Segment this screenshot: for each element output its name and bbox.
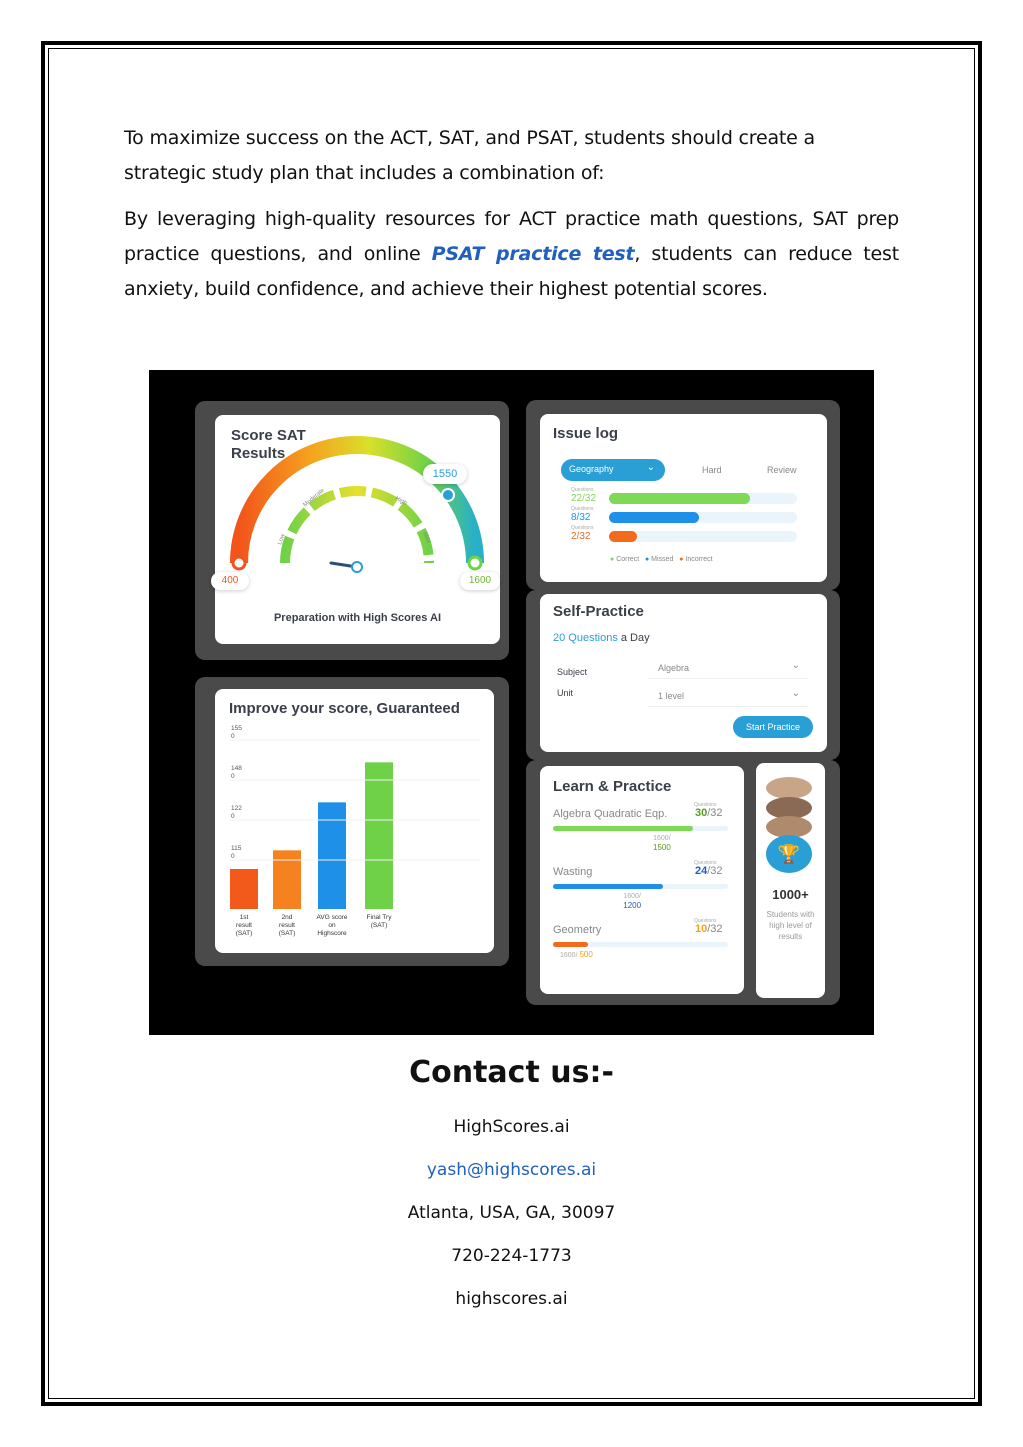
learn-questions-caption: Questions [694,802,717,808]
self-practice-title: Self-Practice [553,603,644,620]
learn-item-name: Wasting [553,866,593,878]
learn-item-track [553,884,728,889]
paragraph-text-before: By leveraging high-quality resources for ACT practice math questions, SAT prep practice questions, and online [124,208,899,265]
improve-bar-chart [215,689,494,953]
tab-hard[interactable]: Hard [702,465,722,475]
y-tick-label: 148 0 [231,765,242,780]
students-count: 1000+ [772,887,809,902]
contact-address: Atlanta, USA, GA, 30097 [407,1203,616,1223]
avatar [766,777,812,799]
psat-practice-test-link[interactable]: PSAT practice test [431,243,635,265]
unit-value: 1 level [658,691,685,701]
gauge-outer-arc [239,445,475,563]
learn-item-done: 10 [695,923,708,935]
gauge-score-marker [442,489,454,501]
score-title-line2: Results [231,445,286,462]
learn-item-name: Algebra Quadratic Eqp. [553,808,668,820]
issue-row-track [609,493,797,504]
learn-item-score [560,950,593,960]
zone-low-label: Low [277,533,287,546]
learn-practice-card [540,766,744,994]
y-tick-label: 115 0 [231,845,242,860]
subject-label: Subject [557,667,588,677]
issue-log-title: Issue log [553,425,619,442]
resources-paragraph [124,202,899,307]
questions-count-suffix: a Day [617,632,650,644]
zone-high-label: High [394,495,408,507]
chevron-down-icon: ⌄ [791,660,800,671]
row-caption: Questions [571,525,594,531]
learn-item-done: 24 [695,865,708,877]
learn-item-score-top: 1600/ [653,835,671,842]
learn-item-score-top: 1600/ [623,893,641,900]
learn-item-track [553,942,728,947]
issue-row-label: 2/32 [571,531,591,542]
chevron-down-icon: ⌄ [646,462,655,473]
bar-label-4: Final Try (SAT) [366,914,392,929]
issue-row-fill [609,531,637,542]
chevron-down-icon: ⌄ [791,688,800,699]
bar-2 [273,850,301,909]
learn-item-total: /32 [707,865,723,877]
learn-item-fill [553,884,663,889]
issue-row-track [609,531,797,542]
learn-questions-caption: Questions [694,918,717,924]
learn-item-score-bottom: 1200 [623,901,642,910]
self-practice-count [553,632,650,644]
trophy-icon: 🏆 [766,835,812,873]
min-score-label: 400 [211,572,249,590]
score-caption: Preparation with High Scores AI [273,612,442,624]
learn-item-score-bottom: 1500 [653,843,671,852]
students-card [756,763,825,998]
legend-correct: Correct [616,556,640,563]
score-badge: 1550 [423,464,467,484]
learn-item-score [623,892,641,911]
issue-row-fill [609,493,750,504]
unit-label: Unit [557,688,574,698]
contact-company: HighScores.ai [453,1117,570,1137]
improve-card [215,689,494,953]
gauge-min-marker [233,557,245,569]
issue-row-label: 8/32 [571,512,591,523]
bar-label-3: AVG score on Highscore [316,914,348,937]
row-caption: Questions [571,487,594,493]
gauge-needle-hub [352,562,362,572]
tab-geography[interactable] [561,459,665,481]
issue-log-card [540,414,827,582]
zone-max-label: Max [421,531,432,545]
paragraph-text-after: , students can reduce test anxiety, build confidence, and achieve their highest potential scores. [124,243,899,300]
learn-item-count [695,865,723,877]
score-card [215,415,500,644]
bar-label-1: 1st result (SAT) [235,914,253,937]
tab-geography-label: Geography [569,464,614,474]
issue-legend: ● Correct ● Missed ● Incorrect [610,556,713,563]
learn-item-count [695,923,723,935]
issue-row-fill [609,512,699,523]
unit-select[interactable] [648,686,808,707]
learn-item-score-top: 1600/ [560,952,578,959]
legend-incorrect: Incorrect [685,556,713,563]
score-gauge [215,415,500,644]
subject-value: Algebra [658,663,690,673]
contact-phone: 720-224-1773 [451,1246,572,1266]
intro-paragraph: To maximize success on the ACT, SAT, and PSAT, students should create a strategic study plan that includes a combination of: [124,127,815,184]
learn-item-total: /32 [707,923,723,935]
learn-questions-caption: Questions [694,860,717,866]
legend-missed: Missed [651,556,674,563]
start-practice-button[interactable]: Start Practice [733,716,813,738]
learn-item-track [553,826,728,831]
learn-item-count [695,807,723,819]
y-tick-label: 122 0 [231,805,242,820]
subject-select[interactable] [648,658,808,679]
contact-email-link[interactable]: yash@highscores.ai [426,1160,597,1180]
gauge-max-marker [469,557,481,569]
bar-label-2: 2nd result (SAT) [278,914,296,937]
learn-item-total: /32 [707,807,723,819]
bar-1 [230,869,258,909]
max-score-label: 1600 [460,572,500,590]
learn-practice-title: Learn & Practice [553,778,672,795]
learn-item-name: Geometry [553,924,602,936]
students-caption: Students with high level of results [766,910,815,941]
learn-item-score [653,834,671,853]
learn-item-fill [553,826,693,831]
contact-website[interactable]: highscores.ai [455,1289,568,1309]
self-practice-card [540,594,827,752]
questions-count: 20 Questions [553,632,618,644]
issue-row-label: 22/32 [571,493,597,504]
score-title-line1: Score SAT [231,427,306,444]
bar-3 [318,802,346,909]
issue-row-track [609,512,797,523]
bar-4 [365,762,393,909]
learn-item-done: 30 [695,807,708,819]
learn-item-score-bottom: 500 [579,950,593,959]
dashboard-screenshot [149,370,874,1035]
contact-title: Contact us:- [409,1055,614,1090]
y-tick-label: 155 0 [231,725,242,740]
improve-title: Improve your score, Guaranteed [229,700,460,717]
learn-item-fill [553,942,588,947]
row-caption: Questions [571,506,594,512]
zone-moderate-label: Moderate [302,487,326,509]
tab-review[interactable]: Review [767,465,797,475]
